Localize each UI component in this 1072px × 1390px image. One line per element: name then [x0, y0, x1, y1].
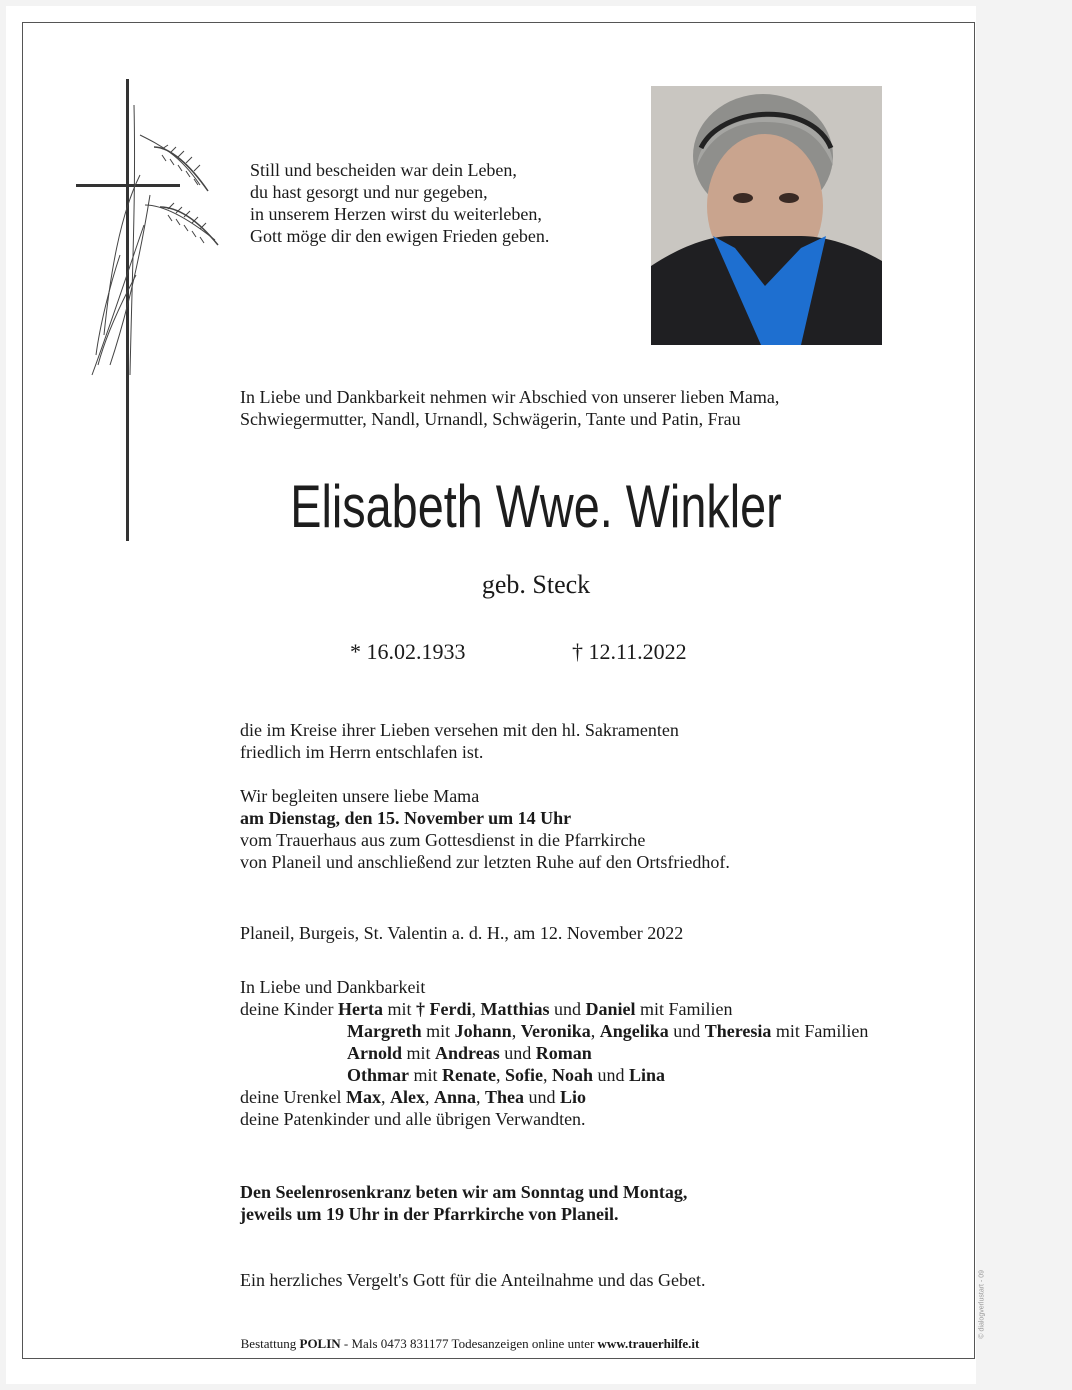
name: Lina	[629, 1065, 666, 1085]
text: ,	[543, 1065, 552, 1085]
text: mit Familien	[635, 999, 733, 1019]
poem-line: Gott möge dir den ewigen Frieden geben.	[250, 226, 550, 246]
poem-line: in unserem Herzen wirst du weiterleben,	[250, 204, 542, 224]
text: und	[524, 1087, 560, 1107]
text: ,	[380, 1087, 390, 1107]
funeral-line: Wir begleiten unsere liebe Mama	[240, 786, 480, 806]
text: und	[549, 999, 586, 1019]
funeral-text	[240, 785, 730, 873]
maiden-name: geb. Steck	[481, 570, 591, 599]
footer	[0, 1336, 940, 1352]
label: deine Urenkel	[240, 1087, 346, 1107]
children-line	[240, 998, 868, 1020]
text: und	[593, 1065, 630, 1085]
text: mit	[409, 1065, 443, 1085]
text: ,	[590, 1021, 600, 1041]
funeral-date: am Dienstag, den 15. November um 14 Uhr	[240, 808, 572, 828]
mourners-list	[240, 976, 868, 1130]
name: Anna	[433, 1087, 476, 1107]
mourners-closing: deine Patenkinder und alle übrigen Verwandten.	[240, 1109, 586, 1129]
name: Veronika	[520, 1021, 591, 1041]
intro-line: Schwiegermutter, Nandl, Urnandl, Schwägerin, Tante und Patin, Frau	[240, 409, 741, 429]
deceased-name: Elisabeth Wwe. Winkler	[290, 473, 782, 540]
poem-line: Still und bescheiden war dein Leben,	[250, 160, 517, 180]
children-line	[240, 1020, 868, 1042]
thanks-text: Ein herzliches Vergelt's Gott für die Anteilnahme und das Gebet.	[240, 1270, 706, 1290]
passing-text	[240, 719, 679, 763]
name: Max	[345, 1087, 381, 1107]
text: und	[499, 1043, 536, 1063]
name: Noah	[552, 1065, 594, 1085]
name: Sofie	[505, 1065, 543, 1085]
text: ,	[496, 1065, 505, 1085]
funeral-line: von Planeil und anschließend zur letzten Ruhe auf den Ortsfriedhof.	[240, 852, 730, 872]
death-date: † 12.11.2022	[572, 639, 687, 664]
place-date: Planeil, Burgeis, St. Valentin a. d. H., am 12. November 2022	[240, 923, 684, 943]
text: mit Familien	[771, 1021, 869, 1041]
name: Renate	[442, 1065, 496, 1085]
website-link[interactable]: www.trauerhilfe.it	[597, 1336, 700, 1351]
name: Roman	[535, 1043, 592, 1063]
text: mit	[421, 1021, 455, 1041]
name: Johann	[454, 1021, 512, 1041]
grandchildren-line	[240, 1086, 868, 1108]
name: Othmar	[347, 1065, 409, 1085]
mourners-opening: In Liebe und Dankbarkeit	[240, 977, 426, 997]
passing-line: die im Kreise ihrer Lieben versehen mit den hl. Sakramenten	[240, 720, 679, 740]
text: mit	[382, 999, 416, 1019]
birth-date: * 16.02.1933	[350, 639, 466, 664]
rosary-line: jeweils um 19 Uhr in der Pfarrkirche von Planeil.	[240, 1204, 619, 1224]
passing-line: friedlich im Herrn entschlafen ist.	[240, 742, 484, 762]
footer-text: Bestattung	[240, 1336, 300, 1351]
side-note: © dialogverlustart - 09	[979, 1270, 986, 1339]
text: mit	[402, 1043, 436, 1063]
text: ,	[424, 1087, 434, 1107]
footer-text: - Mals 0473 831177 Todesanzeigen online unter	[340, 1336, 598, 1351]
text: ,	[475, 1087, 485, 1107]
portrait-photo	[651, 86, 882, 345]
name: Angelika	[599, 1021, 669, 1041]
name: Matthias	[480, 999, 550, 1019]
children-line	[240, 1064, 868, 1086]
name: Andreas	[435, 1043, 500, 1063]
name: Lio	[560, 1087, 587, 1107]
text: ,	[471, 999, 481, 1019]
text: ,	[511, 1021, 521, 1041]
children-line	[240, 1042, 868, 1064]
intro-line: In Liebe und Dankbarkeit nehmen wir Abschied von unserer lieben Mama,	[240, 387, 780, 407]
name: Thea	[484, 1087, 524, 1107]
name: Theresia	[704, 1021, 772, 1041]
name: Herta	[337, 999, 383, 1019]
rosary-line: Den Seelenrosenkranz beten wir am Sonntag und Montag,	[240, 1182, 688, 1202]
rosary-text	[240, 1181, 687, 1225]
label: deine Kinder	[240, 999, 338, 1019]
funeral-line: vom Trauerhaus aus zum Gottesdienst in die Pfarrkirche	[240, 830, 646, 850]
text: und	[668, 1021, 705, 1041]
name: Alex	[389, 1087, 425, 1107]
name: Margreth	[347, 1021, 422, 1041]
intro-text	[240, 386, 779, 430]
poem-line: du hast gesorgt und nur gegeben,	[250, 182, 488, 202]
funeral-home-name: POLIN	[299, 1336, 341, 1351]
name: Daniel	[585, 999, 636, 1019]
name: † Ferdi	[415, 999, 472, 1019]
name: Arnold	[347, 1043, 403, 1063]
poem	[250, 159, 549, 247]
